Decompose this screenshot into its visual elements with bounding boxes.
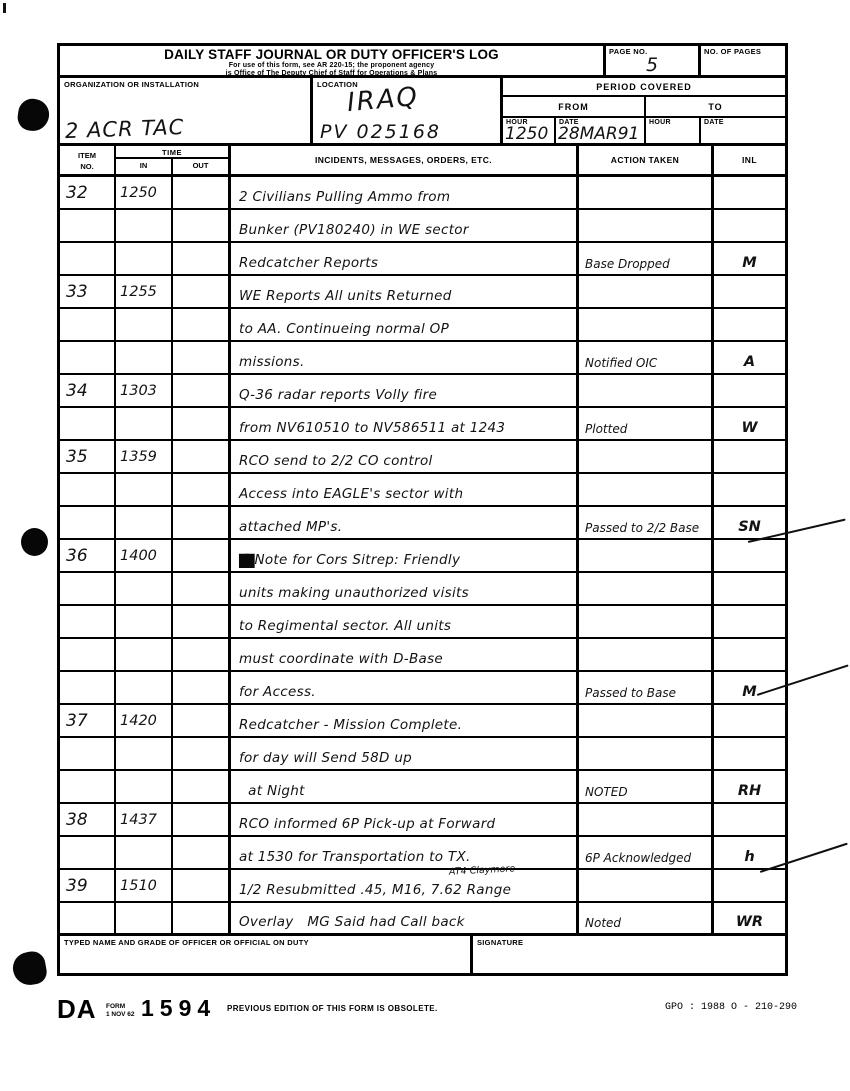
organization-cell	[60, 78, 313, 143]
log-row	[60, 309, 785, 342]
incident-cell	[231, 342, 579, 373]
from-date-label: DATE	[559, 119, 579, 126]
time-in-cell: 1510	[116, 870, 173, 901]
incident-cell	[231, 243, 579, 274]
initials-cell	[714, 870, 785, 901]
item-no-cell	[60, 606, 116, 637]
action-taken-cell	[579, 606, 714, 637]
log-row	[60, 573, 785, 606]
log-row	[60, 771, 785, 804]
initials-cell	[714, 441, 785, 472]
scribbled-out-text: ██	[239, 554, 252, 568]
time-in-cell	[116, 474, 173, 505]
organization-value: 2 ACR TAC	[64, 114, 185, 144]
incident-cell	[231, 573, 579, 604]
item-no-cell: 35	[60, 441, 116, 472]
initials-cell	[714, 474, 785, 505]
column-header-time	[116, 146, 231, 174]
incident-cell	[231, 276, 579, 307]
period-covered-label: PERIOD COVERED	[503, 78, 785, 97]
incident-cell	[231, 408, 579, 439]
time-out-cell	[173, 342, 231, 373]
initials-cell	[714, 177, 785, 208]
no-of-pages-cell	[701, 46, 785, 75]
incident-cell	[231, 863, 579, 901]
to-hour-cell	[646, 118, 701, 143]
item-no-cell: 34	[60, 375, 116, 406]
action-taken-cell	[579, 870, 714, 901]
incident-text: from NV610510 to NV586511 at 1243	[239, 420, 506, 436]
incident-text: Redcatcher - Mission Complete.	[239, 717, 463, 733]
initials-cell: h	[744, 849, 755, 865]
action-taken-cell	[579, 474, 714, 505]
incident-text: must coordinate with D-Base	[239, 651, 444, 667]
from-date-cell	[556, 118, 646, 143]
action-taken-cell: Passed to 2/2 Base	[579, 507, 714, 538]
column-header-item-no	[60, 146, 116, 174]
incident-text: at Night	[239, 783, 305, 799]
log-row	[60, 441, 785, 474]
title-cell	[60, 46, 606, 78]
item-no-cell: 32	[60, 177, 116, 208]
form-number: 1594	[141, 995, 217, 1021]
location-value-line1: IRAQ	[345, 81, 421, 119]
item-no-cell	[60, 903, 116, 933]
page-no-value: 5	[645, 54, 659, 76]
time-in-cell: 1250	[116, 177, 173, 208]
time-in-cell: 1359	[116, 441, 173, 472]
initials-cell	[714, 738, 785, 769]
item-no-cell: 39	[60, 870, 116, 901]
time-out-cell	[173, 210, 231, 241]
location-cell	[313, 78, 503, 143]
initials-cell: M	[742, 684, 757, 700]
signature-label: SIGNATURE	[477, 938, 524, 947]
form-word: FORM	[106, 1003, 126, 1010]
incident-cell	[231, 672, 579, 703]
initials-cell	[714, 804, 785, 835]
incident-cell	[231, 375, 579, 406]
form-edition-stack	[106, 1003, 135, 1019]
incident-cell	[231, 309, 579, 340]
punch-hole	[10, 949, 48, 987]
action-taken-cell	[579, 441, 714, 472]
form-subtitle-line1: For use of this form, see AR 220-15; the proponent agency	[228, 62, 435, 70]
incident-text: 1/2 Resubmitted .45, M16, 7.62 Range	[239, 882, 512, 898]
column-header-initials: INL	[742, 155, 757, 165]
log-row	[60, 639, 785, 672]
time-out-cell	[173, 276, 231, 307]
time-out-cell	[173, 837, 231, 868]
log-row	[60, 738, 785, 771]
time-in-cell	[116, 639, 173, 670]
time-out-cell	[173, 540, 231, 571]
time-in-cell	[116, 507, 173, 538]
time-in-cell	[116, 837, 173, 868]
time-in-cell	[116, 771, 173, 802]
time-out-cell	[173, 375, 231, 406]
form-id-line	[57, 994, 797, 1026]
item-no-cell	[60, 210, 116, 241]
da-prefix: DA	[57, 994, 97, 1024]
incident-cell	[231, 738, 579, 769]
time-in-cell: 1303	[116, 375, 173, 406]
incident-text: RCO informed 6P Pick-up at Forward	[239, 816, 496, 832]
item-no-cell: 33	[60, 276, 116, 307]
item-no-cell	[60, 342, 116, 373]
organization-label: ORGANIZATION OR INSTALLATION	[64, 80, 200, 89]
initials-cell: SN	[738, 519, 761, 535]
action-taken-cell: Notified OIC	[579, 342, 714, 373]
time-out-cell	[173, 507, 231, 538]
to-date-label: DATE	[704, 119, 724, 126]
incident-text: Bunker (PV180240) in WE sector	[239, 222, 469, 238]
incident-cell	[231, 177, 579, 208]
time-in-cell: 1437	[116, 804, 173, 835]
time-out-cell	[173, 639, 231, 670]
log-row	[60, 540, 785, 573]
period-covered-cell	[503, 78, 785, 143]
item-no-cell	[60, 408, 116, 439]
incident-superscript-note: AT4 Claymore	[448, 863, 516, 878]
initials-cell	[714, 210, 785, 241]
item-no-cell	[60, 837, 116, 868]
period-hour-date-row	[503, 118, 785, 143]
from-hour-label: HOUR	[506, 119, 528, 126]
time-in-cell	[116, 903, 173, 933]
time-in-cell	[116, 738, 173, 769]
time-in-cell	[116, 243, 173, 274]
time-out-label: OUT	[192, 161, 209, 170]
action-taken-cell	[579, 639, 714, 670]
log-row	[60, 903, 785, 936]
incident-cell	[231, 540, 579, 571]
obsolete-note: PREVIOUS EDITION OF THIS FORM IS OBSOLETE.	[227, 1004, 438, 1013]
time-out-cell	[173, 474, 231, 505]
incident-cell	[231, 441, 579, 472]
action-taken-cell: NOTED	[579, 771, 714, 802]
location-value-line2: PV 025168	[320, 121, 442, 143]
incident-cell	[231, 507, 579, 538]
incident-text: at 1530 for Transportation to TX.	[239, 849, 471, 865]
log-row	[60, 342, 785, 375]
initials-cell	[714, 573, 785, 604]
item-no-cell	[60, 738, 116, 769]
action-taken-cell	[579, 804, 714, 835]
incident-text: for Access.	[239, 684, 316, 700]
action-taken-cell	[579, 573, 714, 604]
initials-cell: RH	[737, 783, 762, 799]
time-label: TIME	[116, 146, 228, 159]
initials-cell: W	[741, 420, 758, 436]
action-taken-cell: 6P Acknowledged	[579, 837, 714, 868]
item-no-cell	[60, 309, 116, 340]
action-taken-cell: Noted	[579, 903, 714, 933]
typed-name-label: TYPED NAME AND GRADE OF OFFICER OR OFFICIAL ON DUTY	[64, 938, 309, 947]
to-date-cell	[701, 118, 785, 143]
item-no-cell	[60, 771, 116, 802]
action-taken-cell	[579, 540, 714, 571]
time-in-cell	[116, 309, 173, 340]
from-hour-cell	[503, 118, 556, 143]
initials-cell	[714, 606, 785, 637]
log-row	[60, 863, 785, 903]
action-taken-cell: Base Dropped	[579, 243, 714, 274]
incident-text: WE Reports All units Returned	[239, 288, 452, 304]
item-no-cell	[60, 573, 116, 604]
log-row	[60, 243, 785, 276]
item-no-cell: 36	[60, 540, 116, 571]
form-date: 1 NOV 62	[106, 1010, 135, 1018]
item-no-cell: 37	[60, 705, 116, 736]
log-row	[60, 804, 785, 837]
da-form-1594	[57, 43, 788, 976]
time-out-cell	[173, 771, 231, 802]
initials-cell: WR	[735, 914, 764, 930]
incident-text: to Regimental sector. All units	[239, 618, 452, 634]
time-in-cell	[116, 573, 173, 604]
signature-block	[60, 936, 785, 973]
incident-cell	[231, 639, 579, 670]
time-out-cell	[173, 177, 231, 208]
column-header-incidents: INCIDENTS, MESSAGES, ORDERS, ETC.	[231, 146, 579, 174]
log-row	[60, 507, 785, 540]
time-in-cell: 1420	[116, 705, 173, 736]
punch-hole	[21, 528, 48, 556]
action-taken-cell: Plotted	[579, 408, 714, 439]
incident-text: attached MP's.	[239, 519, 343, 535]
log-row	[60, 606, 785, 639]
item-no-cell	[60, 474, 116, 505]
item-no-cell	[60, 507, 116, 538]
time-in-cell	[116, 342, 173, 373]
initials-cell: A	[743, 354, 756, 370]
from-hour-value: 1250	[505, 124, 549, 144]
scan-artifact	[3, 3, 6, 13]
log-table-header	[60, 146, 785, 177]
period-to-label: TO	[708, 102, 723, 112]
page-no-cell	[606, 46, 701, 75]
time-out-cell	[173, 870, 231, 901]
incident-text: RCO send to 2/2 CO control	[239, 453, 433, 469]
initials-cell	[714, 705, 785, 736]
log-row	[60, 276, 785, 309]
item-label-line1: ITEM	[78, 151, 96, 160]
action-taken-cell	[579, 375, 714, 406]
form-subtitle-line2: is Office of The Deputy Chief of Staff for Operations & Plans	[225, 70, 438, 78]
form-header	[60, 46, 785, 78]
incident-cell	[231, 606, 579, 637]
time-out-cell	[173, 804, 231, 835]
time-out-cell	[173, 903, 231, 933]
log-row	[60, 474, 785, 507]
action-taken-cell	[579, 210, 714, 241]
incident-cell	[231, 903, 579, 933]
time-out-cell	[173, 441, 231, 472]
incident-text: 2 Civilians Pulling Ammo from	[239, 189, 451, 205]
time-in-cell	[116, 210, 173, 241]
punch-hole	[16, 97, 51, 133]
initials-cell	[714, 276, 785, 307]
log-entries	[60, 177, 785, 936]
log-row	[60, 210, 785, 243]
incident-text: Overlay MG Said had Call back	[239, 914, 465, 930]
time-in-cell: 1400	[116, 540, 173, 571]
signature-cell	[473, 936, 785, 973]
action-taken-cell	[579, 705, 714, 736]
incident-cell	[231, 804, 579, 835]
form-subheader	[60, 78, 785, 146]
time-out-cell	[173, 243, 231, 274]
time-out-cell	[173, 606, 231, 637]
incident-cell	[231, 210, 579, 241]
to-hour-label: HOUR	[649, 119, 671, 126]
no-of-pages-label: NO. OF PAGES	[704, 47, 762, 56]
log-row	[60, 408, 785, 441]
incident-text: Note for Cors Sitrep: Friendly	[254, 552, 461, 568]
time-out-cell	[173, 705, 231, 736]
form-title: DAILY STAFF JOURNAL OR DUTY OFFICER'S LOG	[164, 47, 499, 62]
item-no-cell	[60, 672, 116, 703]
column-header-action-taken: ACTION TAKEN	[579, 146, 714, 174]
time-out-cell	[173, 408, 231, 439]
item-no-cell: 38	[60, 804, 116, 835]
gpo-print-code: GPO : 1988 O - 210-290	[664, 1002, 797, 1013]
incident-cell	[231, 705, 579, 736]
incident-cell	[231, 837, 579, 868]
item-label-line2: NO.	[80, 162, 94, 172]
time-sub-header	[116, 159, 228, 174]
incident-cell	[231, 474, 579, 505]
time-in-cell	[116, 672, 173, 703]
time-in-cell	[116, 606, 173, 637]
incident-text: Redcatcher Reports	[239, 255, 379, 271]
action-taken-cell	[579, 276, 714, 307]
initials-cell	[714, 375, 785, 406]
item-no-cell	[60, 639, 116, 670]
log-row	[60, 177, 785, 210]
time-out-cell	[173, 573, 231, 604]
action-taken-cell: Passed to Base	[579, 672, 714, 703]
page-no-label: PAGE NO.	[609, 47, 648, 56]
from-date-value: 28MAR91	[558, 124, 640, 144]
incident-text: to AA. Continueing normal OP	[239, 321, 450, 337]
action-taken-cell	[579, 177, 714, 208]
time-in-label: IN	[116, 159, 173, 174]
time-out-cell	[173, 672, 231, 703]
action-taken-cell	[579, 309, 714, 340]
incident-text: for day will Send 58D up	[239, 750, 413, 766]
initials-cell: M	[742, 255, 757, 271]
initials-cell	[714, 639, 785, 670]
item-no-cell	[60, 243, 116, 274]
typed-name-cell	[60, 936, 473, 973]
log-row	[60, 375, 785, 408]
action-taken-cell	[579, 738, 714, 769]
incident-cell	[231, 771, 579, 802]
location-label: LOCATION	[317, 80, 359, 89]
initials-cell	[714, 309, 785, 340]
period-from-label: FROM	[503, 97, 646, 116]
incident-text: missions.	[239, 354, 305, 370]
log-row	[60, 837, 785, 870]
time-in-cell: 1255	[116, 276, 173, 307]
incident-text: Q-36 radar reports Volly fire	[239, 387, 438, 403]
initials-cell	[714, 540, 785, 571]
incident-text: Access into EAGLE's sector with	[239, 486, 464, 502]
time-out-cell	[173, 738, 231, 769]
log-row	[60, 705, 785, 738]
incident-text: units making unauthorized visits	[239, 585, 469, 601]
time-in-cell	[116, 408, 173, 439]
period-from-to-row	[503, 97, 785, 118]
log-row	[60, 672, 785, 705]
time-out-cell	[173, 309, 231, 340]
